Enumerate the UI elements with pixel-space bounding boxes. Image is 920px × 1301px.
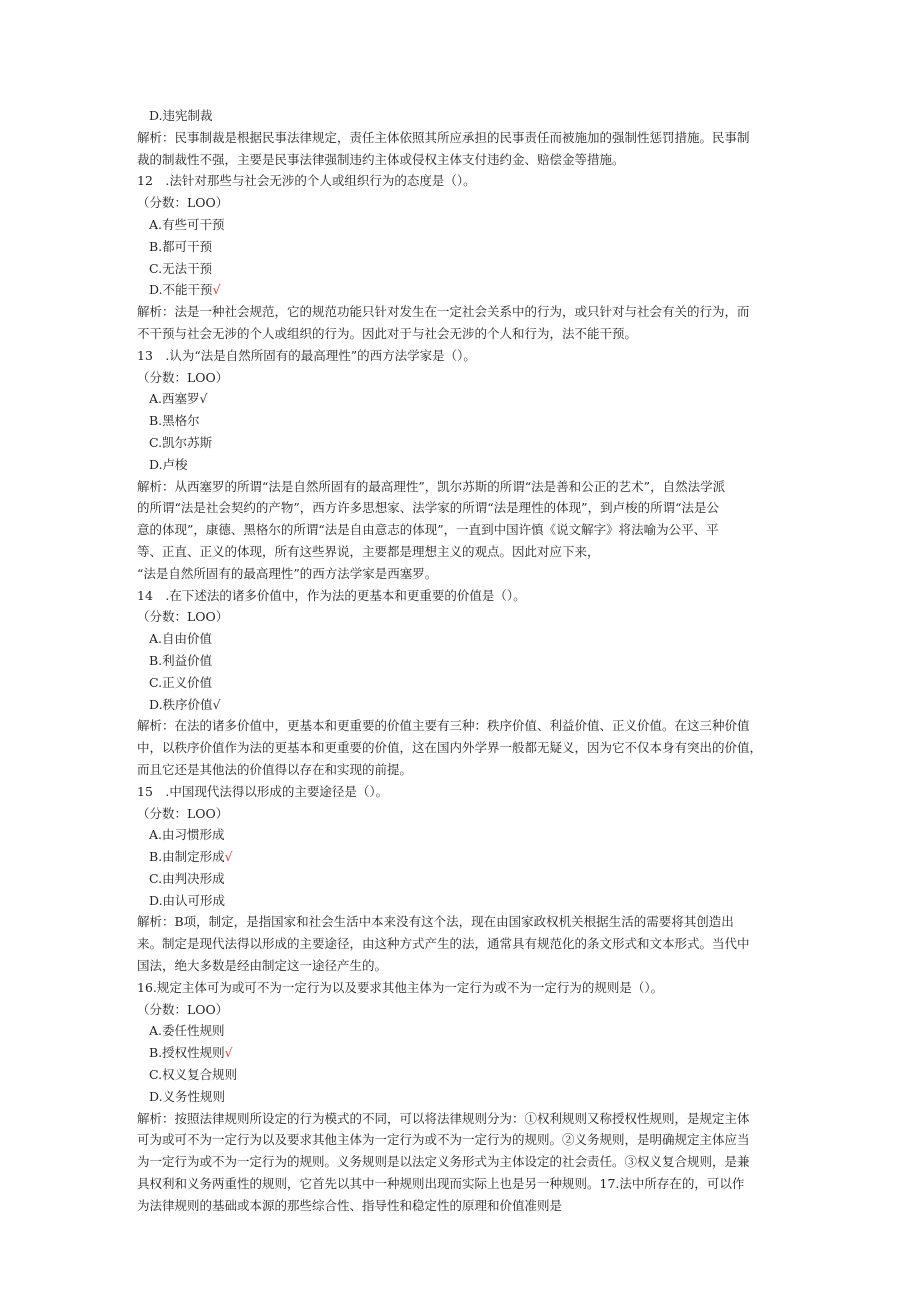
correct-check-icon: √ (224, 849, 233, 865)
line-text: （分数：LOO） (137, 369, 229, 385)
line-text: 16.规定主体可为或可不为一定行为以及要求其他主体为一定行为或不为一定行为的规则是（）。 (137, 979, 664, 995)
line-text: 15 .中国现代法得以形成的主要途径是（）。 (137, 783, 389, 799)
correct-check-icon: √ (199, 391, 208, 407)
line-text: 解析：B项，制定，是指国家和社会生活中本来没有这个法，现在由国家政权机关根据生活的需要将其创造出 (137, 914, 734, 930)
text-line (137, 1129, 787, 1151)
answer-option (137, 1064, 787, 1086)
line-text: D.卢梭 (149, 456, 188, 472)
text-line (137, 127, 787, 149)
line-text: C.正义价值 (149, 674, 213, 690)
line-text: （分数：LOO） (137, 609, 229, 625)
document-page (137, 105, 787, 1217)
answer-option (137, 694, 787, 716)
answer-option (137, 650, 787, 672)
line-text: C.权义复合规则 (149, 1067, 238, 1083)
line-text: D.违宪制裁 (149, 108, 213, 123)
text-line (137, 1195, 787, 1217)
answer-option (137, 1042, 787, 1064)
text-line (137, 781, 787, 803)
answer-option (137, 454, 787, 476)
answer-option (137, 236, 787, 258)
line-text: 而且它还是其他法的价值得以存在和实现的前提。 (137, 761, 413, 777)
line-text: 13 .认为“法是自然所固有的最高理性”的西方法学家是（）。 (137, 347, 476, 363)
text-line (137, 933, 787, 955)
line-text: C.由判决形成 (149, 870, 225, 886)
answer-option (137, 628, 787, 650)
line-text: B.黑格尔 (149, 413, 200, 429)
line-text: 为一定行为或不为一定行为的规则。义务规则是以法定义务形式为主体设定的社会责任。③权义复合规则，是兼 (137, 1154, 750, 1170)
answer-option (137, 105, 787, 127)
line-text: A.西塞罗 (149, 391, 200, 407)
line-text: （分数：LOO） (137, 195, 229, 211)
line-text: 12 .法针对那些与社会无涉的个人或组织行为的态度是（）。 (137, 173, 476, 189)
correct-check-icon: √ (212, 282, 221, 298)
line-text: “法是自然所固有的最高理性”的西方法学家是西塞罗。 (137, 565, 438, 581)
line-text: B.利益价值 (149, 652, 213, 668)
answer-option (137, 258, 787, 280)
text-line (137, 149, 787, 171)
text-line (137, 1151, 787, 1173)
line-text: （分数：LOO） (137, 805, 229, 821)
answer-option (137, 868, 787, 890)
line-text: B.由制定形成 (149, 849, 225, 865)
line-text: 解析：民事制裁是根据民事法律规定，责任主体依照其所应承担的民事责任而被施加的强制性惩罚措施。民事制 (137, 129, 750, 145)
line-text: （分数：LOO） (137, 1001, 229, 1017)
text-line (137, 301, 787, 323)
line-text: B.都可干预 (149, 238, 213, 254)
line-text: A.有些可干预 (149, 216, 225, 232)
text-line (137, 563, 787, 585)
text-line (137, 803, 787, 825)
text-line (137, 911, 787, 933)
text-line (137, 345, 787, 367)
text-line (137, 977, 787, 999)
answer-option (137, 672, 787, 694)
answer-option (137, 846, 787, 868)
text-line (137, 1173, 787, 1195)
line-text: 意的体现”，康德、黑格尔的所谓“法是自由意志的体现”，一直到中国许慎《说文解字》将法喻为公平、平 (137, 522, 719, 538)
answer-option (137, 388, 787, 410)
text-line (137, 323, 787, 345)
answer-option (137, 1086, 787, 1108)
line-text: 的所谓“法是社会契约的产物”，西方许多思想家、法学家的所谓“法是理性的体现”，到卢梭的所谓“法是公 (137, 500, 719, 516)
text-line (137, 192, 787, 214)
line-text: 14 .在下述法的诸多价值中，作为法的更基本和更重要的价值是（）。 (137, 587, 526, 603)
line-text: 裁的制裁性不强，主要是民事法律强制违约主体或侵权主体支付违约金、赔偿金等措施。 (137, 151, 625, 167)
text-line (137, 1108, 787, 1130)
text-line (137, 759, 787, 781)
line-text: 等、正直、正义的体现，所有这些界说，主要都是理想主义的观点。因此对应下来， (137, 543, 600, 559)
text-line (137, 541, 787, 563)
line-text: 来。制定是现代法得以形成的主要途径，由这种方式产生的法，通常具有规范化的条文形式和文本形式。当代中 (137, 936, 750, 952)
text-line (137, 367, 787, 389)
answer-option (137, 432, 787, 454)
answer-option (137, 890, 787, 912)
line-text: D.秩序价值 (149, 696, 213, 712)
line-text: 解析：在法的诸多价值中，更基本和更重要的价值主要有三种：秩序价值、利益价值、正义价值。在这三种价值 (137, 718, 750, 734)
line-text: A.委任性规则 (149, 1023, 225, 1039)
text-line (137, 497, 787, 519)
correct-check-icon: √ (224, 1045, 233, 1061)
line-text: 具权利和义务两重性的规则，它首先以其中一种规则出现而实际上也是另一种规则。17.法中所存在的，可以作 (137, 1176, 745, 1192)
text-line (137, 170, 787, 192)
line-text: 国法，绝大多数是经由制定这一途径产生的。 (137, 958, 388, 974)
text-line (137, 715, 787, 737)
line-text: C.凯尔苏斯 (149, 434, 213, 450)
answer-option (137, 824, 787, 846)
correct-check-icon: √ (212, 696, 221, 712)
line-text: 不干预与社会无涉的个人或组织的行为。因此对于与社会无涉的个人和行为，法不能干预。 (137, 325, 638, 341)
text-line (137, 999, 787, 1021)
text-line (137, 476, 787, 498)
line-text: 可为或可不为一定行为以及要求其他主体为一定行为或不为一定行为的规则。②义务规则，是明确规定主体应当 (137, 1132, 750, 1148)
text-line (137, 955, 787, 977)
answer-option (137, 1020, 787, 1042)
line-text: C.无法干预 (149, 260, 213, 276)
text-line (137, 606, 787, 628)
answer-option (137, 279, 787, 301)
line-text: A.由习惯形成 (149, 827, 225, 843)
line-text: 中，以秩序价值作为法的更基本和更重要的价值，这在国内外学界一般都无疑义，因为它不仅本身有突出的价值， (137, 740, 763, 756)
line-text: D.由认可形成 (149, 892, 226, 908)
text-line (137, 737, 787, 759)
text-line (137, 519, 787, 541)
line-text: A.自由价值 (149, 631, 213, 647)
line-text: 为法律规则的基础或本源的那些综合性、指导性和稳定性的原理和价值准则是 (137, 1197, 563, 1213)
line-text: B.授权性规则 (149, 1045, 225, 1061)
line-text: 解析：从西塞罗的所谓“法是自然所固有的最高理性”，凯尔苏斯的所谓“法是善和公正的艺术”，自然法学派 (137, 478, 726, 494)
answer-option (137, 214, 787, 236)
line-text: D.义务性规则 (149, 1088, 226, 1104)
line-text: 解析：按照法律规则所设定的行为模式的不同，可以将法律规则分为：①权利规则又称授权性规则，是规定主体 (137, 1110, 750, 1126)
line-text: D.不能干预 (149, 282, 213, 298)
text-line (137, 585, 787, 607)
line-text: 解析：法是一种社会规范，它的规范功能只针对发生在一定社会关系中的行为，或只针对与社会有关的行为，而 (137, 304, 750, 320)
answer-option (137, 410, 787, 432)
